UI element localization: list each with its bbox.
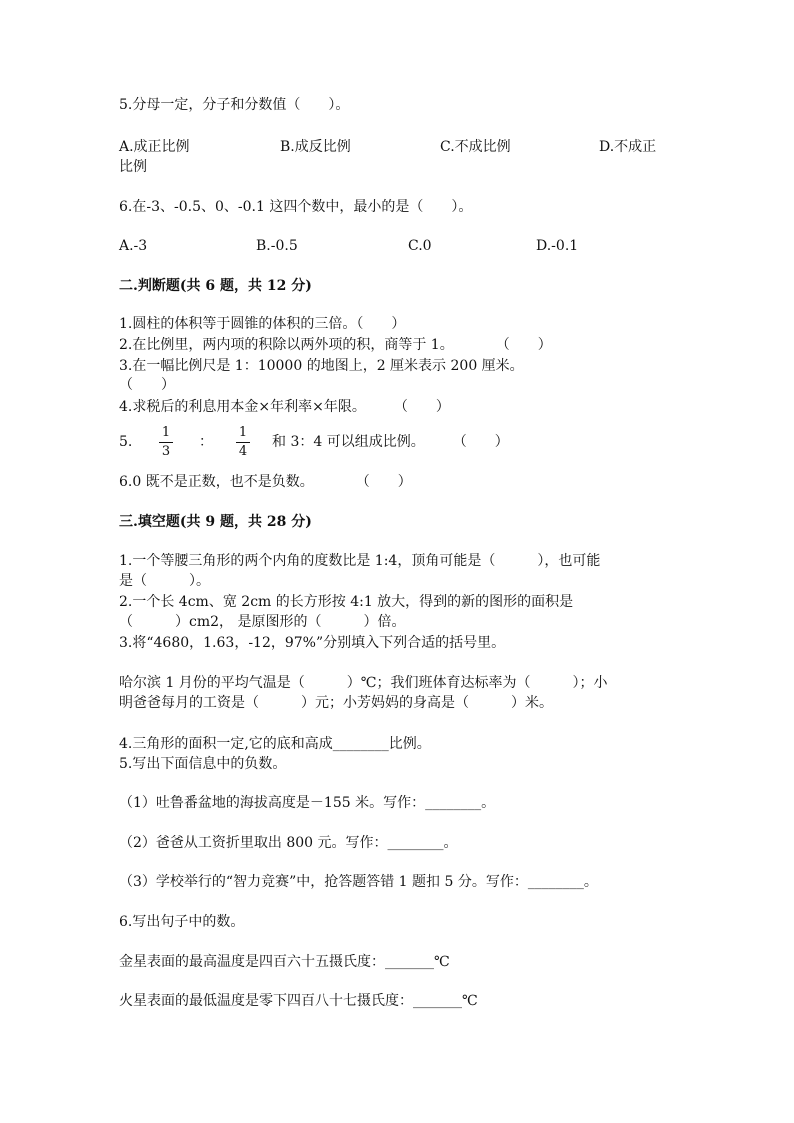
q5-option-b: B.成反比例 (280, 139, 351, 155)
judge-item-6: 6.0 既不是正数，也不是负数。 （ ） (119, 474, 412, 490)
q5-option-d-wrap: 比例 (119, 159, 147, 175)
fraction-one-third (159, 425, 173, 460)
section-heading-fill-blank: 三.填空题(共 9 题，共 28 分) (119, 514, 312, 530)
q5-option-c: C.不成比例 (440, 139, 511, 155)
fill-q5-item-2: （2）爸爸从工资折里取出 800 元。写作：________。 (119, 835, 458, 851)
fill-q1-line1: 1.一个等腰三角形的两个内角的度数比是 1:4，顶角可能是（ ），也可能 (119, 553, 601, 569)
fill-q2-line1: 2.一个长 4cm、宽 2cm 的长方形按 4:1 放大，得到的新的图形的面积是 (119, 594, 574, 610)
fraction-numerator: 1 (238, 425, 248, 440)
fill-q5-stem: 5.写出下面信息中的负数。 (119, 756, 287, 772)
fill-q5-item-3: （3）学校举行的“智力竞赛”中，抢答题答错 1 题扣 5 分。写作：________。 (119, 874, 598, 890)
judge-item-5-tail: 和 3：4 可以组成比例。 （ ） (272, 434, 509, 450)
fill-q6-item-2: 火星表面的最低温度是零下四百八十七摄氏度：_______℃ (119, 993, 478, 1009)
fill-q6-item-1: 金星表面的最高温度是四百六十五摄氏度：_______℃ (119, 954, 450, 970)
judge-item-4: 4.求税后的利息用本金×年利率×年限。 （ ） (119, 399, 450, 415)
judge-item-2: 2.在比例里，两内项的积除以两外项的积，商等于 1。 （ ） (119, 337, 552, 353)
fill-q3-sentence-line1: 哈尔滨 1 月份的平均气温是（ ）℃；我们班体育达标率为（ ）；小 (119, 675, 608, 691)
fill-q3-stem: 3.将“4680，1.63，-12，97%”分别填入下列合适的括号里。 (119, 635, 506, 651)
judge-item-1: 1.圆柱的体积等于圆锥的体积的三倍。（ ） (119, 316, 406, 332)
q6-option-b: B.-0.5 (256, 238, 298, 254)
q6-stem: 6.在-3、-0.5、0、-0.1 这四个数中，最小的是（ ）。 (119, 199, 473, 215)
judge-item-3: 3.在一幅比例尺是 1：10000 的地图上，2 厘米表示 200 厘米。 (119, 358, 524, 374)
judge-item-3-bracket: （ ） (119, 377, 175, 393)
fraction-bar (159, 442, 173, 443)
section-heading-judgement: 二.判断题(共 6 题，共 12 分) (119, 278, 312, 294)
q5-option-d: D.不成正 (599, 139, 657, 155)
fill-q2-line2: （ ）cm2， 是原图形的（ ）倍。 (119, 614, 406, 630)
fill-q6-stem: 6.写出句子中的数。 (119, 914, 245, 930)
fill-q1-line2: 是（ ）。 (119, 573, 210, 589)
q6-option-d: D.-0.1 (536, 238, 579, 254)
fill-q3-sentence-line2: 明爸爸每月的工资是（ ）元；小芳妈妈的身高是（ ）米。 (119, 695, 553, 711)
q6-option-a: A.-3 (119, 238, 148, 254)
fill-q5-item-1: （1）吐鲁番盆地的海拔高度是－155 米。写作：________。 (119, 795, 496, 811)
fraction-denominator: 4 (238, 444, 248, 459)
ratio-colon: ： (199, 434, 213, 450)
fraction-denominator: 3 (161, 444, 171, 459)
fraction-numerator: 1 (161, 425, 171, 440)
q6-option-c: C.0 (408, 238, 432, 254)
judge-item-5-number: 5. (119, 434, 133, 450)
q5-option-a: A.成正比例 (119, 139, 190, 155)
fraction-one-fourth (236, 425, 250, 460)
fraction-bar (236, 442, 250, 443)
fill-q4: 4.三角形的面积一定,它的底和高成________比例。 (119, 736, 431, 752)
q5-stem: 5.分母一定，分子和分数值（ ）。 (119, 97, 350, 113)
